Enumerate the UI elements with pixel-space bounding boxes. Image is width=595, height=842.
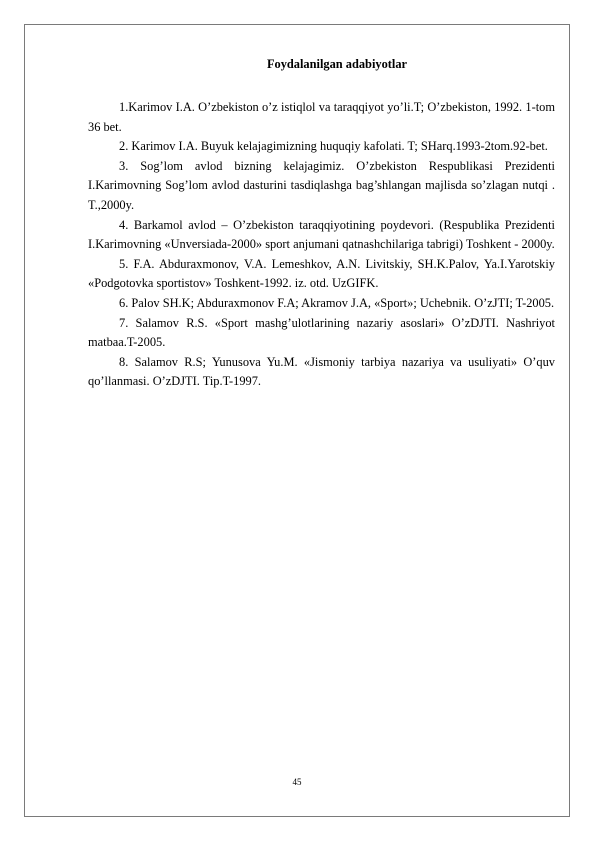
reference-item-8: 8. Salamov R.S; Yunusova Yu.M. «Jismoniy tarbiya nazariya va usuliyati» O’quv qo’llanmasi. O’zDJTI. Tip.T-1997.: [88, 354, 555, 389]
reference-item-5: 5. F.A. Abduraxmonov, V.A. Lemeshkov, A.N. Livitskiy, SH.K.Palov, Ya.I.Yarotskiy «Podgotovka sportistov» Toshkent-1992. iz. otd. UzGIFK.: [88, 256, 555, 291]
page-title: Foydalanilgan adabiyotlar: [266, 57, 408, 71]
page-number: 45: [292, 777, 302, 787]
reference-item-1: 1.Karimov I.A. O’zbekiston o’z istiqlol va taraqqiyot yo’li.T; O’zbekiston, 1992. 1-tom 36 bet.: [88, 100, 555, 134]
reference-item-4: 4. Barkamol avlod – O’zbekiston taraqqiyotining poydevori. (Respublika Prezidenti I.Karimovning «Unversiada-2000» sport anjumani qatnashchilariga tabrigi) Toshkent - 2000y.: [88, 217, 555, 252]
reference-item-6: 6. Palov SH.K; Abduraxmonov F.A; Akramov J.A, «Sport»; Uchebnik. O’zJTI; T-2005.: [119, 295, 555, 310]
reference-item-7: 7. Salamov R.S. «Sport mashg’ulotlarining nazariy asoslari» O’zDJTI. Nashriyot matbaa.T-2005.: [88, 315, 555, 350]
reference-list: [88, 98, 555, 392]
reference-item-3: 3. Sog’lom avlod bizning kelajagimiz. O’zbekiston Respublikasi Prezidenti I.Karimovning Sog’lom avlod dasturini tasdiqlashga bag’shlangan majlisda so’zlagan nutqi . T.,2000y.: [88, 158, 555, 212]
reference-item-2: 2. Karimov I.A. Buyuk kelajagimizning huquqiy kafolati. T; SHarq.1993-2tom.92-bet.: [119, 139, 548, 154]
